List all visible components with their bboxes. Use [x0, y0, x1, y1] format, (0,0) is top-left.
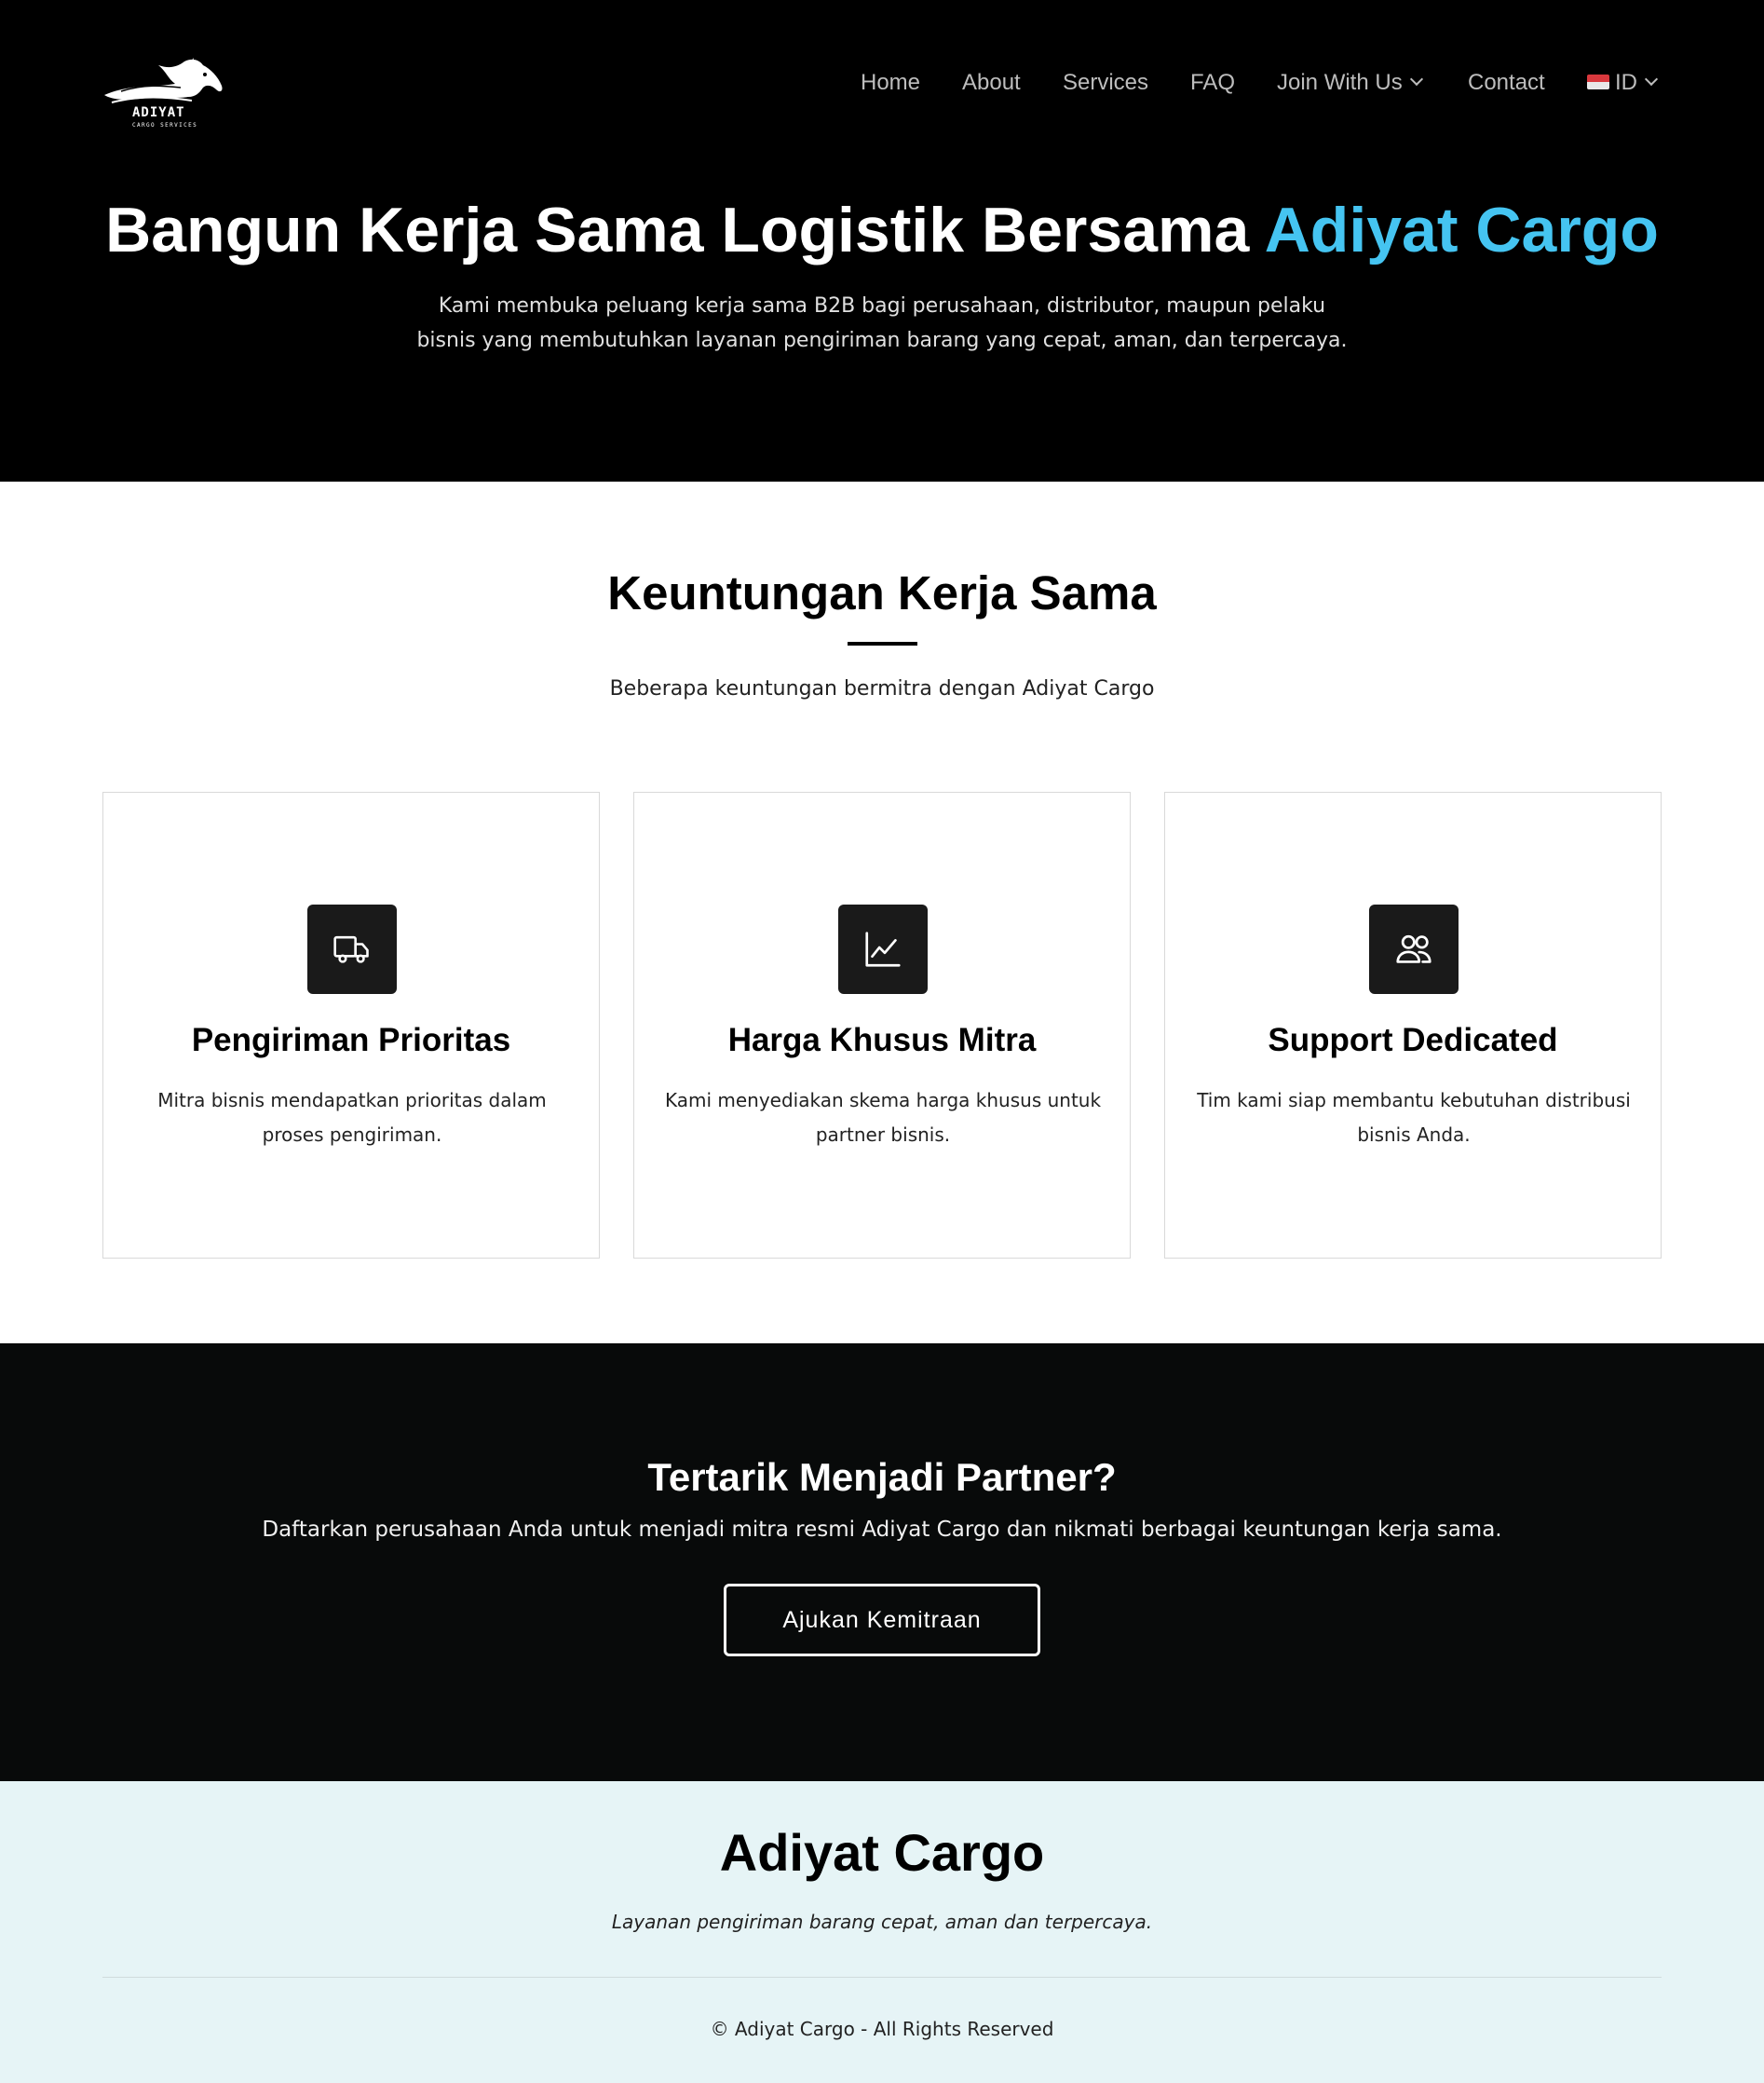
navbar — [0, 0, 1764, 165]
benefits-section — [0, 482, 1764, 1343]
horse-head-icon — [102, 56, 228, 112]
nav-home[interactable]: Home — [861, 70, 921, 95]
nav-services[interactable]: Services — [1063, 70, 1149, 95]
truck-icon — [307, 905, 397, 994]
card-text: Kami menyediakan skema harga khusus untuk partner bisnis. — [664, 1089, 1102, 1146]
card-text: Mitra bisnis mendapatkan prioritas dalam proses pengiriman. — [157, 1089, 547, 1146]
title-divider — [848, 642, 917, 646]
partner-cta-section — [0, 1343, 1764, 1781]
hero-subtitle: Kami membuka peluang kerja sama B2B bagi perusahaan, distributor, maupun pelaku bisnis yang membutuhkan layanan pengiriman barang yang cepat, aman, dan terpercaya. — [416, 294, 1348, 352]
footer-copyright: © Adiyat Cargo - All Rights Reserved — [710, 2018, 1054, 2040]
card-title: Support Dedicated — [1268, 1022, 1558, 1058]
card-title: Pengiriman Prioritas — [191, 1022, 511, 1058]
nav-join-with-us[interactable] — [1277, 68, 1421, 98]
users-icon — [1369, 905, 1459, 994]
hero-title — [0, 191, 1764, 269]
benefit-card-dedicated-support — [1164, 792, 1662, 1259]
nav-join-label: Join With Us — [1277, 70, 1403, 95]
benefit-card-priority-shipping — [102, 792, 600, 1259]
footer-divider — [102, 1977, 1662, 1978]
hero-section — [0, 0, 1764, 482]
brand-logo[interactable] — [102, 56, 228, 132]
cta-text: Daftarkan perusahaan Anda untuk menjadi mitra resmi Adiyat Cargo dan nikmati berbagai keuntungan kerja sama. — [262, 1518, 1502, 1542]
apply-partnership-button[interactable]: Ajukan Kemitraan — [724, 1584, 1040, 1656]
chevron-down-icon — [1410, 73, 1423, 86]
language-selector[interactable] — [1587, 68, 1656, 98]
nav-about[interactable]: About — [962, 70, 1021, 95]
card-title: Harga Khusus Mitra — [727, 1022, 1037, 1058]
benefits-subtitle: Beberapa keuntungan bermitra dengan Adiyat Cargo — [609, 677, 1155, 701]
footer — [0, 1781, 1764, 2083]
hero-title-accent: Adiyat Cargo — [1264, 195, 1659, 265]
logo-subtext: CARGO SERVICES — [132, 122, 198, 129]
footer-tagline: Layanan pengiriman barang cepat, aman dan terpercaya. — [611, 1911, 1153, 1933]
footer-brand: Adiyat Cargo — [719, 1823, 1045, 1882]
chart-line-icon — [838, 905, 928, 994]
hero-title-main: Bangun Kerja Sama Logistik Bersama — [105, 195, 1250, 265]
logo-text: ADIYAT — [132, 105, 185, 120]
language-label: ID — [1615, 70, 1637, 95]
nav-faq[interactable]: FAQ — [1190, 70, 1236, 95]
indonesia-flag-icon — [1587, 75, 1609, 89]
card-text: Tim kami siap membantu kebutuhan distribusi bisnis Anda. — [1197, 1089, 1631, 1146]
cta-title: Tertarik Menjadi Partner? — [647, 1455, 1117, 1499]
benefit-card-partner-pricing — [633, 792, 1131, 1259]
benefits-title: Keuntungan Kerja Sama — [607, 566, 1157, 619]
chevron-down-icon — [1645, 73, 1658, 86]
nav-contact[interactable]: Contact — [1468, 70, 1545, 95]
